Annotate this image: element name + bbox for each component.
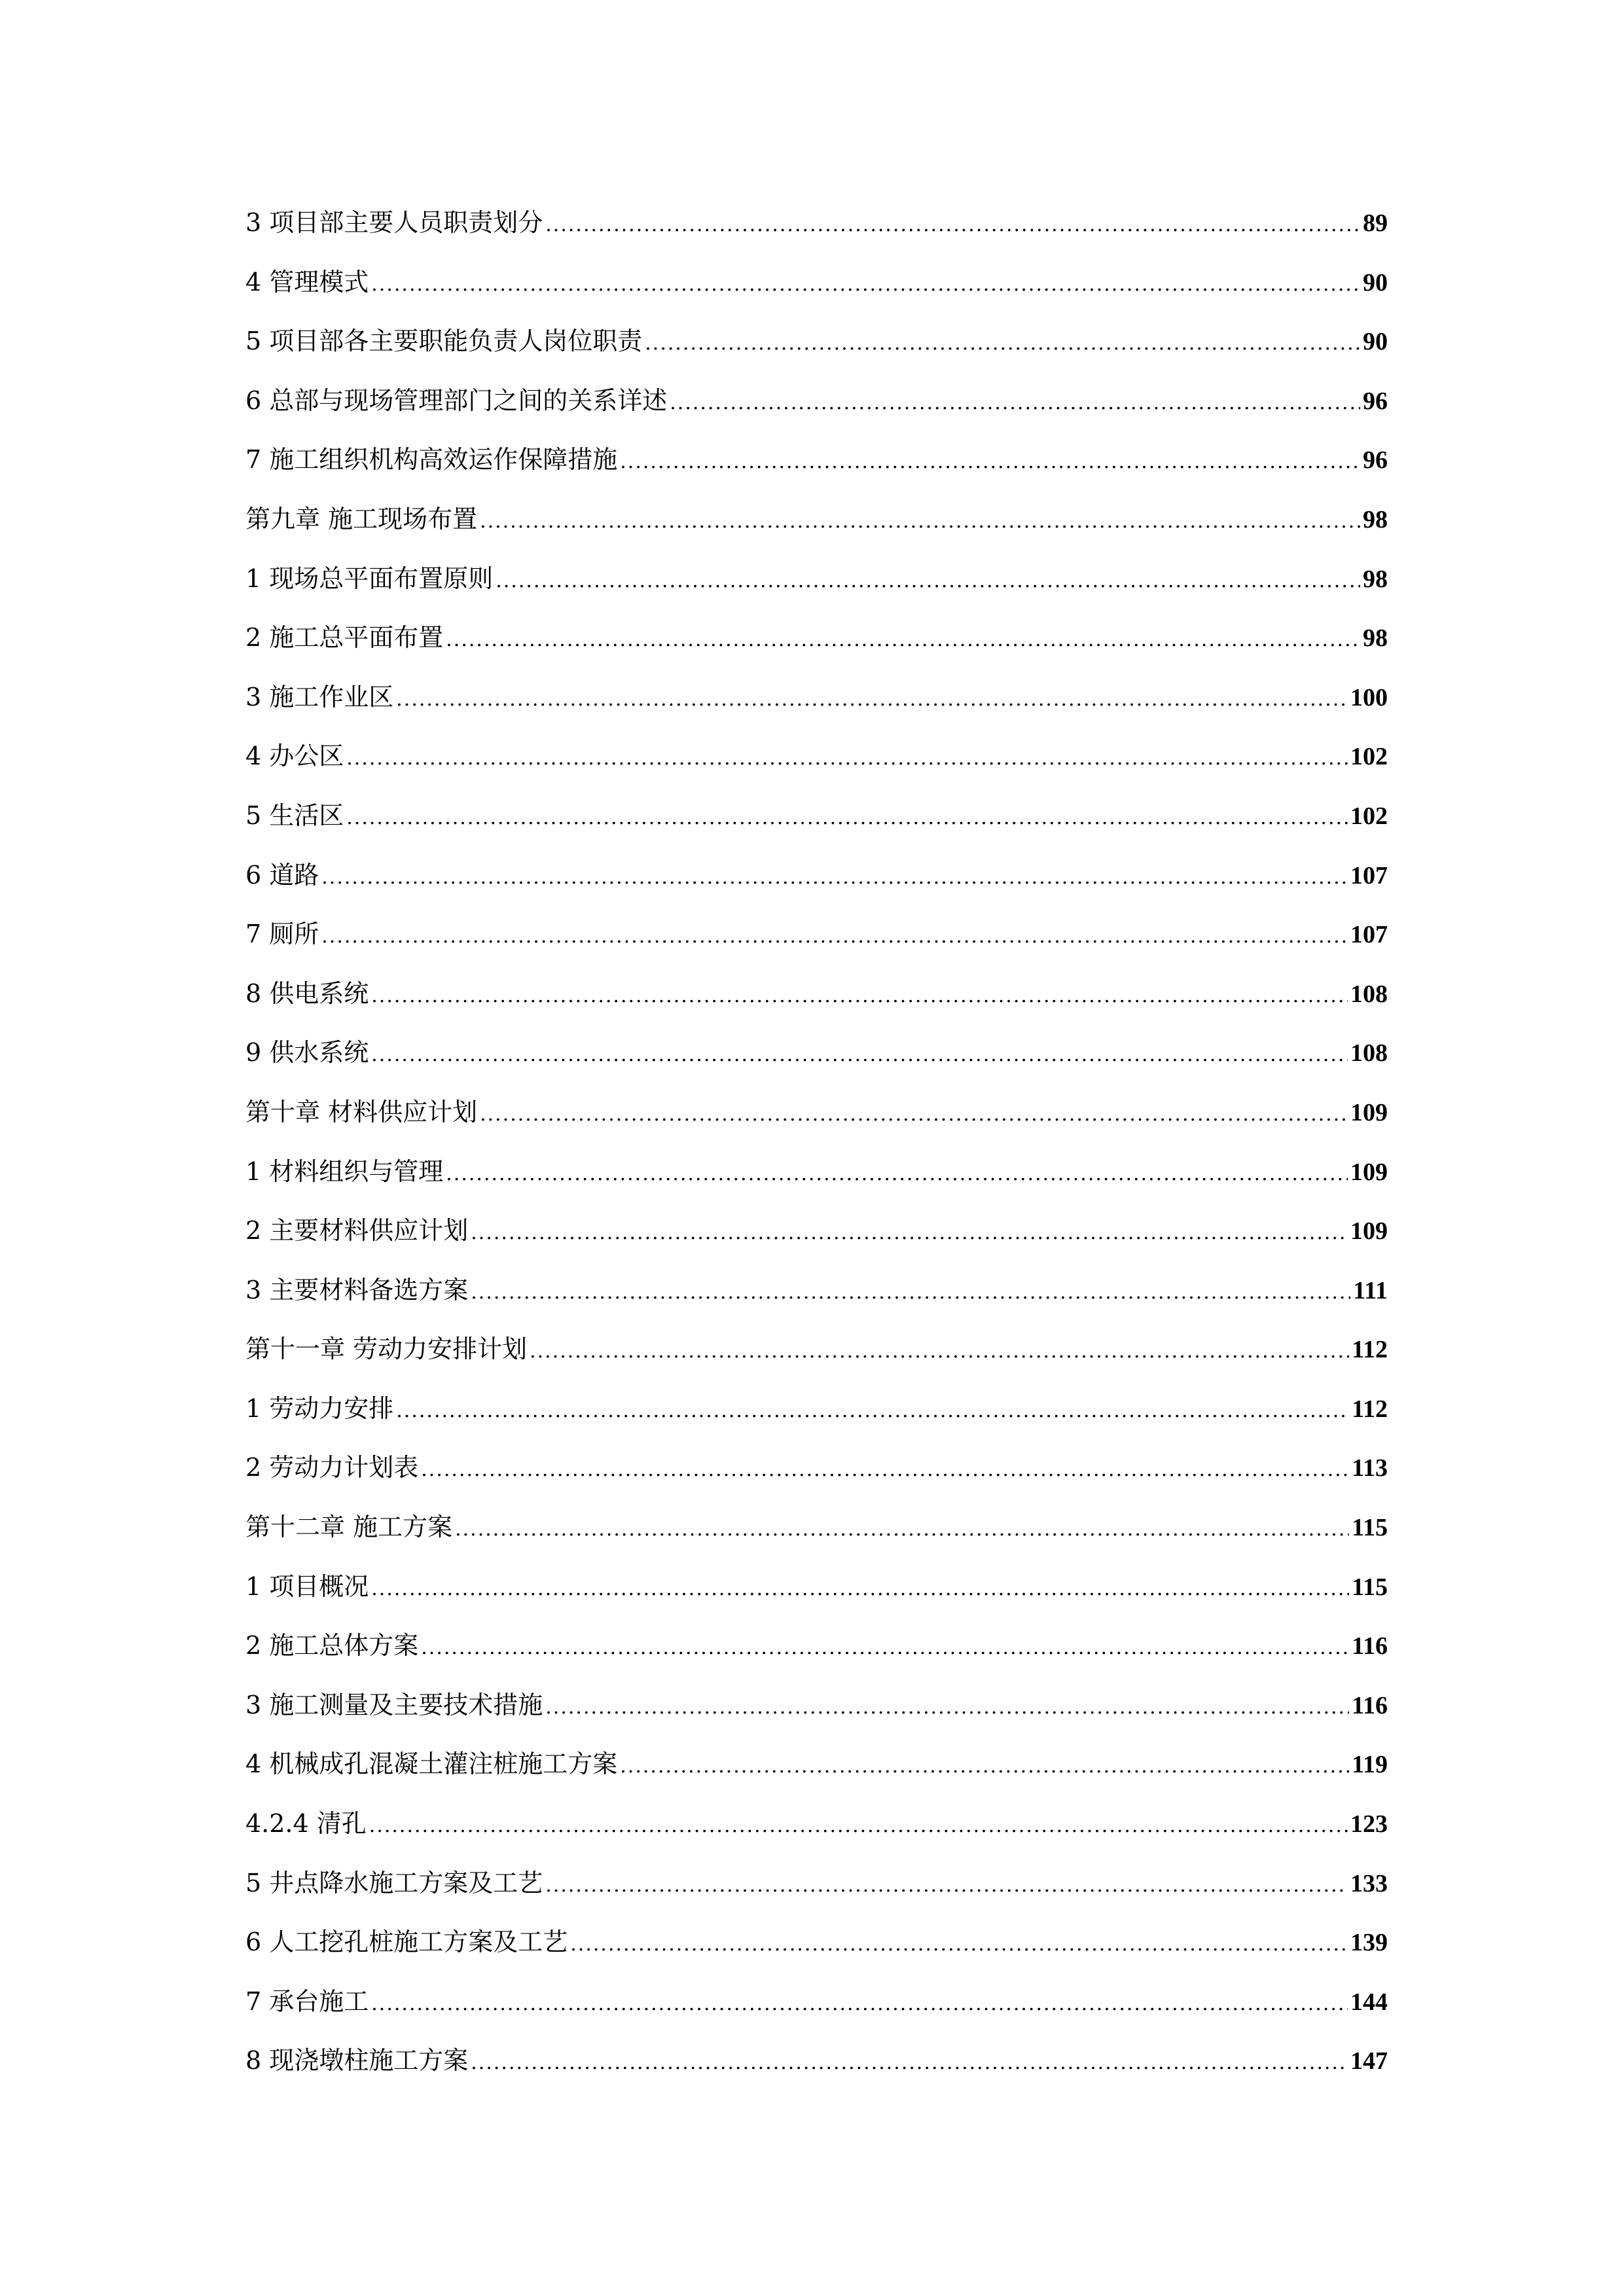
toc-entry[interactable] (245, 1261, 1388, 1320)
toc-entry-title: 4.2.4 清孔 (245, 1809, 367, 1839)
toc-entry[interactable] (245, 786, 1388, 846)
toc-entry[interactable] (245, 312, 1388, 371)
toc-chapter-entry[interactable] (245, 1319, 1388, 1379)
toc-entry[interactable] (245, 608, 1388, 668)
toc-entry[interactable] (245, 193, 1388, 253)
toc-entry-page: 109 (1350, 1158, 1388, 1186)
toc-entry-page: 119 (1352, 1751, 1388, 1779)
toc-entry[interactable] (245, 2031, 1388, 2090)
toc-leader-dots (321, 848, 1348, 908)
toc-entry-title: 1 劳动力安排 (245, 1393, 394, 1423)
table-of-contents (245, 193, 1388, 2090)
toc-leader-dots (371, 1975, 1348, 2034)
toc-chapter-entry[interactable] (245, 1498, 1388, 1557)
toc-entry-title: 2 施工总平面布置 (245, 623, 444, 653)
toc-entry[interactable] (245, 1734, 1388, 1794)
toc-entry[interactable] (245, 1972, 1388, 2032)
toc-entry-title: 1 项目概况 (245, 1571, 369, 1601)
toc-leader-dots (545, 1856, 1348, 1916)
toc-leader-dots (480, 492, 1360, 552)
toc-entry-page: 115 (1352, 1514, 1388, 1542)
toc-leader-dots (620, 433, 1360, 492)
toc-entry-page: 107 (1350, 861, 1388, 889)
toc-entry[interactable] (245, 549, 1388, 609)
toc-entry-title: 第十一章 劳动力安排计划 (245, 1335, 528, 1364)
toc-entry-title: 3 施工作业区 (245, 682, 394, 711)
toc-entry-page: 102 (1350, 743, 1388, 771)
toc-leader-dots (530, 1322, 1349, 1382)
toc-entry[interactable] (245, 430, 1388, 490)
toc-entry[interactable] (245, 726, 1388, 786)
toc-entry-title: 1 现场总平面布置原则 (245, 564, 494, 593)
toc-leader-dots (670, 374, 1360, 433)
toc-entry-title: 6 人工挖孔桩施工方案及工艺 (245, 1928, 568, 1957)
toc-leader-dots (346, 729, 1348, 789)
toc-leader-dots (371, 1026, 1348, 1085)
toc-entry-page: 108 (1350, 1039, 1388, 1067)
toc-entry-page: 113 (1352, 1454, 1388, 1482)
toc-entry-page: 109 (1350, 1217, 1388, 1246)
toc-entry-page: 89 (1363, 209, 1388, 237)
toc-entry-page: 133 (1350, 1869, 1388, 1897)
toc-entry-title: 3 施工测量及主要技术措施 (245, 1690, 543, 1719)
toc-leader-dots (570, 1915, 1348, 1975)
toc-leader-dots (346, 789, 1348, 848)
toc-entry-page: 90 (1363, 268, 1388, 296)
toc-leader-dots (471, 2034, 1348, 2093)
toc-leader-dots (455, 1500, 1349, 1560)
toc-leader-dots (496, 552, 1360, 611)
toc-leader-dots (446, 1145, 1348, 1204)
toc-entry-page: 144 (1350, 1988, 1388, 2016)
toc-leader-dots (371, 1560, 1349, 1619)
toc-entry[interactable] (245, 1854, 1388, 1913)
toc-entry[interactable] (245, 1557, 1388, 1617)
toc-entry[interactable] (245, 1912, 1388, 1972)
toc-entry-title: 4 管理模式 (245, 267, 369, 296)
toc-leader-dots (371, 255, 1360, 315)
toc-entry-page: 111 (1353, 1276, 1388, 1304)
toc-entry-title: 6 道路 (245, 860, 319, 889)
toc-entry-title: 5 生活区 (245, 800, 344, 830)
toc-entry-title: 7 承台施工 (245, 1986, 369, 2016)
toc-entry-title: 第十章 材料供应计划 (245, 1097, 478, 1126)
toc-entry-title: 9 供水系统 (245, 1038, 369, 1067)
toc-entry-page: 98 (1363, 565, 1388, 593)
toc-entry-title: 7 厕所 (245, 920, 319, 949)
toc-entry[interactable] (245, 846, 1388, 905)
toc-leader-dots (369, 1797, 1348, 1856)
toc-entry-page: 109 (1350, 1098, 1388, 1126)
toc-entry-page: 112 (1352, 1336, 1388, 1364)
toc-entry-title: 3 项目部主要人员职责划分 (245, 208, 543, 237)
toc-entry-page: 139 (1350, 1929, 1388, 1957)
toc-entry-title: 6 总部与现场管理部门之间的关系详述 (245, 386, 668, 415)
toc-entry[interactable] (245, 1438, 1388, 1498)
toc-entry-page: 112 (1352, 1395, 1388, 1423)
toc-entry-page: 98 (1363, 505, 1388, 533)
toc-entry-page: 96 (1363, 446, 1388, 475)
toc-entry[interactable] (245, 1379, 1388, 1439)
toc-entry-page: 102 (1350, 802, 1388, 830)
toc-entry-title: 8 现浇墩柱施工方案 (245, 2046, 469, 2075)
toc-entry-title: 第九章 施工现场布置 (245, 504, 478, 533)
toc-leader-dots (471, 1263, 1350, 1323)
toc-entry-title: 8 供电系统 (245, 978, 369, 1008)
toc-leader-dots (421, 1441, 1349, 1500)
toc-entry-page: 108 (1350, 980, 1388, 1008)
toc-entry-page: 96 (1363, 387, 1388, 415)
toc-leader-dots (396, 1382, 1349, 1441)
toc-entry[interactable] (245, 1023, 1388, 1083)
toc-entry-title: 5 项目部各主要职能负责人岗位职责 (245, 327, 643, 356)
toc-leader-dots (396, 670, 1348, 730)
toc-entry-page: 116 (1352, 1691, 1388, 1719)
toc-entry-title: 2 施工总体方案 (245, 1631, 419, 1660)
toc-leader-dots (545, 196, 1360, 255)
toc-entry[interactable] (245, 1794, 1388, 1854)
toc-leader-dots (421, 1619, 1349, 1678)
toc-leader-dots (545, 1678, 1349, 1738)
toc-entry[interactable] (245, 1616, 1388, 1676)
toc-leader-dots (471, 1204, 1348, 1263)
toc-leader-dots (645, 314, 1360, 374)
toc-entry[interactable] (245, 905, 1388, 964)
toc-entry-page: 116 (1352, 1632, 1388, 1660)
toc-leader-dots (480, 1085, 1348, 1145)
toc-entry[interactable] (245, 1142, 1388, 1202)
toc-leader-dots (371, 967, 1348, 1026)
toc-entry[interactable] (245, 253, 1388, 312)
toc-entry-title: 4 办公区 (245, 742, 344, 771)
toc-entry-page: 115 (1352, 1573, 1388, 1601)
toc-entry-title: 4 机械成孔混凝土灌注桩施工方案 (245, 1749, 618, 1779)
toc-entry[interactable] (245, 1201, 1388, 1261)
toc-entry-title: 2 主要材料供应计划 (245, 1216, 469, 1246)
toc-entry-page: 123 (1350, 1810, 1388, 1839)
toc-entry-page: 98 (1363, 624, 1388, 653)
toc-entry-title: 第十二章 施工方案 (245, 1513, 453, 1542)
toc-entry-title: 1 材料组织与管理 (245, 1157, 444, 1186)
toc-entry-title: 7 施工组织机构高效运作保障措施 (245, 445, 618, 475)
toc-entry-page: 90 (1363, 328, 1388, 356)
toc-entry-page: 147 (1350, 2047, 1388, 2075)
toc-entry[interactable] (245, 371, 1388, 431)
toc-entry-page: 107 (1350, 921, 1388, 949)
toc-entry-title: 3 主要材料备选方案 (245, 1275, 469, 1304)
toc-entry-page: 100 (1350, 683, 1388, 711)
toc-entry[interactable] (245, 668, 1388, 727)
toc-entry-title: 5 井点降水施工方案及工艺 (245, 1868, 543, 1897)
toc-chapter-entry[interactable] (245, 1083, 1388, 1142)
toc-leader-dots (321, 907, 1348, 967)
toc-entry-title: 2 劳动力计划表 (245, 1453, 419, 1482)
toc-entry[interactable] (245, 1676, 1388, 1735)
toc-entry[interactable] (245, 964, 1388, 1024)
toc-leader-dots (620, 1737, 1349, 1797)
toc-chapter-entry[interactable] (245, 490, 1388, 549)
toc-leader-dots (446, 611, 1360, 670)
